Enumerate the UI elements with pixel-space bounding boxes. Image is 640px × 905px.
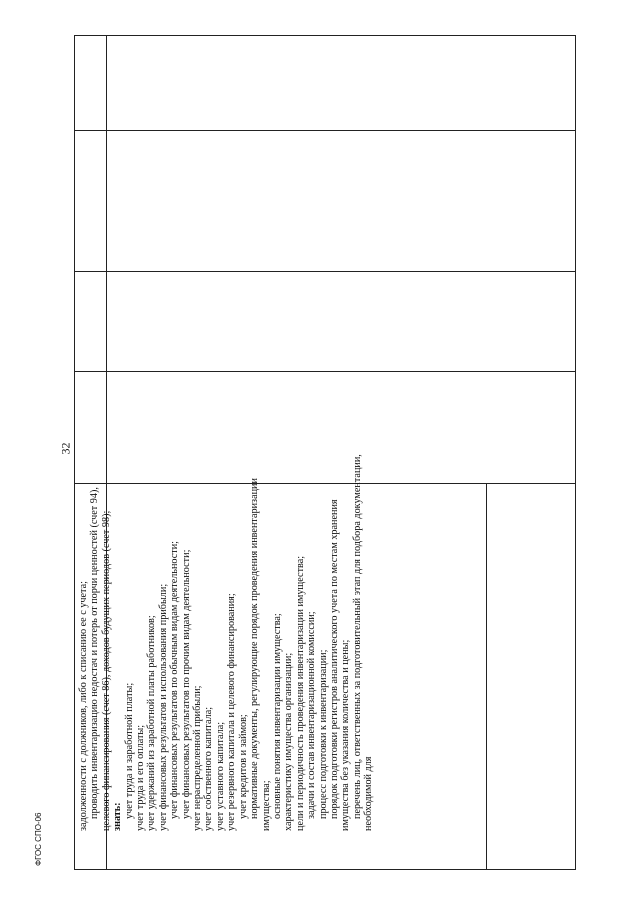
text-line: перечень лиц, ответственных за подготовительный этап для подбора документации, необходимой для	[351, 454, 375, 831]
text-line: учет финансовых результатов по прочим видам деятельности;	[180, 549, 192, 819]
text-cell	[76, 448, 456, 834]
column-separator	[74, 371, 576, 372]
text-line: учет финансовых результатов по обычным видам деятельности;	[169, 540, 181, 819]
table-border-left	[74, 35, 75, 870]
text-line-heading: знать:	[112, 802, 124, 831]
page-number: 32	[58, 442, 73, 455]
text-line: цели и периодичность проведения инвентаризации имущества;	[294, 555, 306, 831]
column-separator	[74, 130, 576, 131]
text-content	[76, 448, 456, 834]
text-line: нормативные документы, регулирующие порядок проведения инвентаризации имущества;	[249, 478, 272, 831]
row-separator	[486, 483, 487, 870]
text-line: учет удержаний из заработной платы работников;	[146, 615, 158, 831]
table-border-top	[74, 35, 576, 36]
text-line: учет уставного капитала;	[214, 721, 226, 831]
text-line: процесс подготовки к инвентаризации;	[317, 649, 329, 819]
text-line: учет кредитов и займов;	[237, 714, 249, 819]
table-border-right	[575, 35, 576, 870]
column-separator	[74, 271, 576, 272]
footer-code: ФГОС СПО-06	[34, 812, 43, 866]
text-line: основные понятия инвентаризации имущества;	[271, 613, 283, 819]
text-line: учет труда и заработной платы;	[123, 682, 135, 819]
table-border-bottom	[74, 869, 576, 870]
text-line: проводить инвентаризацию недостач и потерь от порчи ценностей (счет 94), целевого финансирования (счет 86), доходов будущих периодов (счет 98);	[89, 487, 112, 831]
text-line: задолженности с должников, либо к списанию ее с учета;	[78, 581, 89, 831]
text-line: характеристику имущества организации;	[283, 652, 295, 831]
text-line: порядок подготовки регистров аналитического учета по местам хранения имущества без указания количества и цены;	[328, 499, 352, 831]
text-line: учет нераспределенной прибыли;	[192, 685, 204, 831]
text-line: учет финансовых результатов и использования прибыли;	[157, 583, 169, 831]
text-line: учет труда и его оплаты;	[135, 724, 147, 831]
text-line: задачи и состав инвентаризационной комиссии;	[306, 611, 318, 819]
text-line: учет собственного капитала;	[203, 706, 215, 831]
text-line: учет резервного капитала и целевого финансирования;	[226, 593, 238, 831]
